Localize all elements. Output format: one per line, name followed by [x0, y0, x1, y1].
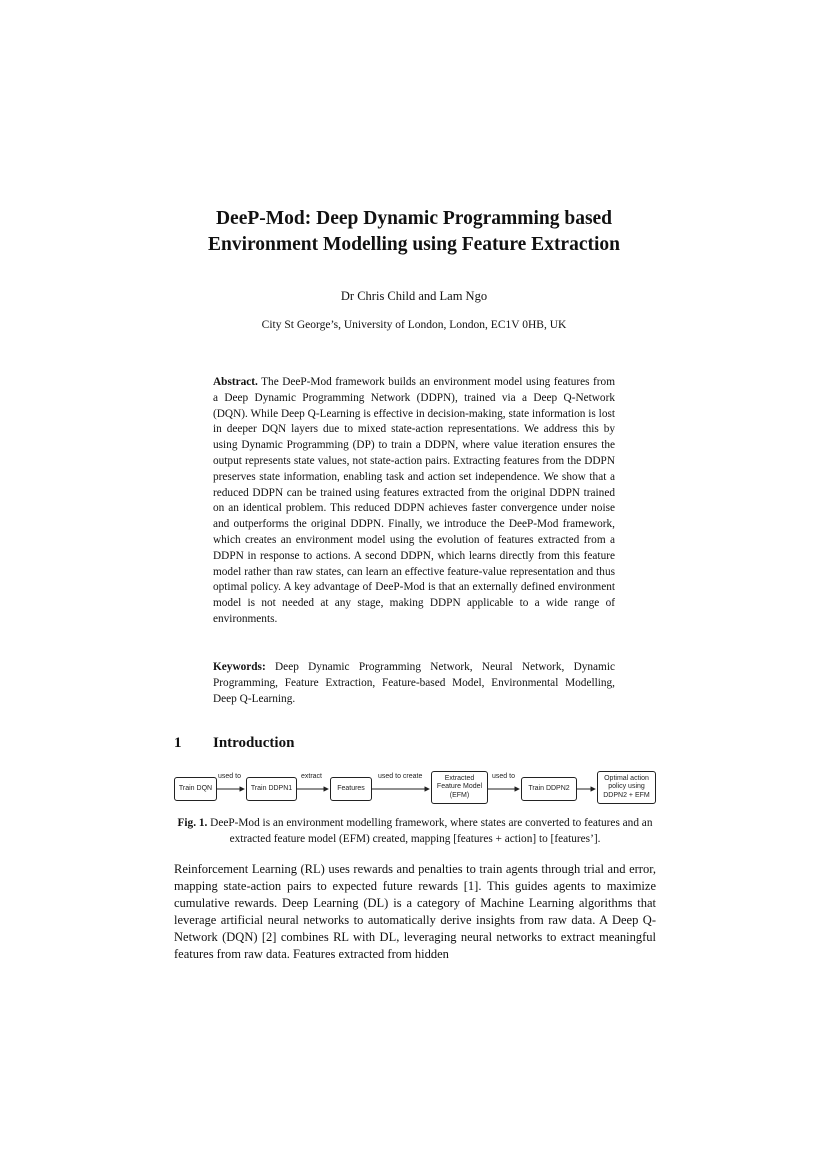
section-heading [174, 733, 294, 753]
edge-label-extract: extract [301, 773, 323, 780]
node-optimal-policy: Optimal action policy using DDPN2 + EFM [597, 771, 656, 804]
keywords-label: Keywords: [213, 661, 266, 673]
figure-caption [174, 816, 656, 848]
keywords [213, 660, 615, 707]
keywords-text: Deep Dynamic Programming Network, Neural Network, Dynamic Programming, Feature Extraction, Feature-based Model, Environmental Modelling, Deep Q-Learning. [213, 661, 615, 705]
node-train-ddpn1: Train DDPN1 [246, 777, 297, 801]
node-efm: Extracted Feature Model (EFM) [431, 771, 488, 804]
edge-label-used-to-1: used to [218, 773, 241, 780]
title-line-1: DeeP-Mod: Deep Dynamic Programming based [215, 208, 613, 229]
paper-title [120, 206, 708, 258]
title-line-2: Environment Modelling using Feature Extraction [207, 234, 621, 255]
abstract [213, 375, 615, 628]
figure-caption-label: Fig. 1. [177, 817, 208, 829]
edge-label-used-to-2: used to [492, 773, 515, 780]
figure-1-diagram [172, 768, 658, 806]
abstract-text: The DeeP-Mod framework builds an environment model using features from a Deep Dynamic Programming Network (DDPN), trained via a Deep Q-Network (DQN). While Deep Q-Learning is effective in decision-making, state information is lost in deeper DQN layers due to mixed state-action representations. We address this by using Dynamic Programming (DP) to train a DDPN, where value iteration ensures the output represents state values, not state-action pairs. Extracting features from the DDPN preserves state information, enabling task and action set independence. We show that a reduced DDPN can be trained using features extracted from the original DDPN trained on an identical problem. This reduced DDPN achieves faster convergence under noise and outperforms the original DDPN. Finally, we introduce the DeeP-Mod framework, which creates an environment model using the evolution of features extracted from a DDPN in response to actions. A second DDPN, which learns directly from this feature model rather than raw states, can learn an effective feature-value representation and thus optimal policy. A key advantage of DeeP-Mod is that an externally defined environment model is not needed at any stage, making DDPN applicable to a wide range of environments. [213, 376, 615, 625]
section-number: 1 [174, 735, 182, 751]
node-train-ddpn2: Train DDPN2 [521, 777, 577, 801]
abstract-label: Abstract. [213, 376, 258, 388]
figure-caption-text: DeeP-Mod is an environment modelling framework, where states are converted to features and an extracted feature model (EFM) created, mapping [features + action] to [features’]. [210, 817, 653, 845]
node-train-dqn: Train DQN [174, 777, 217, 801]
authors: Dr Chris Child and Lam Ngo [340, 289, 488, 303]
body-paragraph: Reinforcement Learning (RL) uses rewards and penalties to train agents through trial and error, mapping state-action pairs to expected future rewards [1]. This guides agents to maximize cumulative rewards. Deep Learning (DL) is a category of Machine Learning algorithms that leverage artificial neural networks to automatically derive insights from raw data. A Deep Q-Network (DQN) [2] combines RL with DL, leveraging neural networks to extract meaningful features from raw data. Features extracted from hidden [174, 862, 656, 961]
edge-label-used-to-create: used to create [378, 773, 423, 780]
section-title: Introduction [213, 735, 295, 751]
affiliation: City St George’s, University of London, London, EC1V 0HB, UK [261, 319, 567, 331]
node-features: Features [330, 777, 372, 801]
